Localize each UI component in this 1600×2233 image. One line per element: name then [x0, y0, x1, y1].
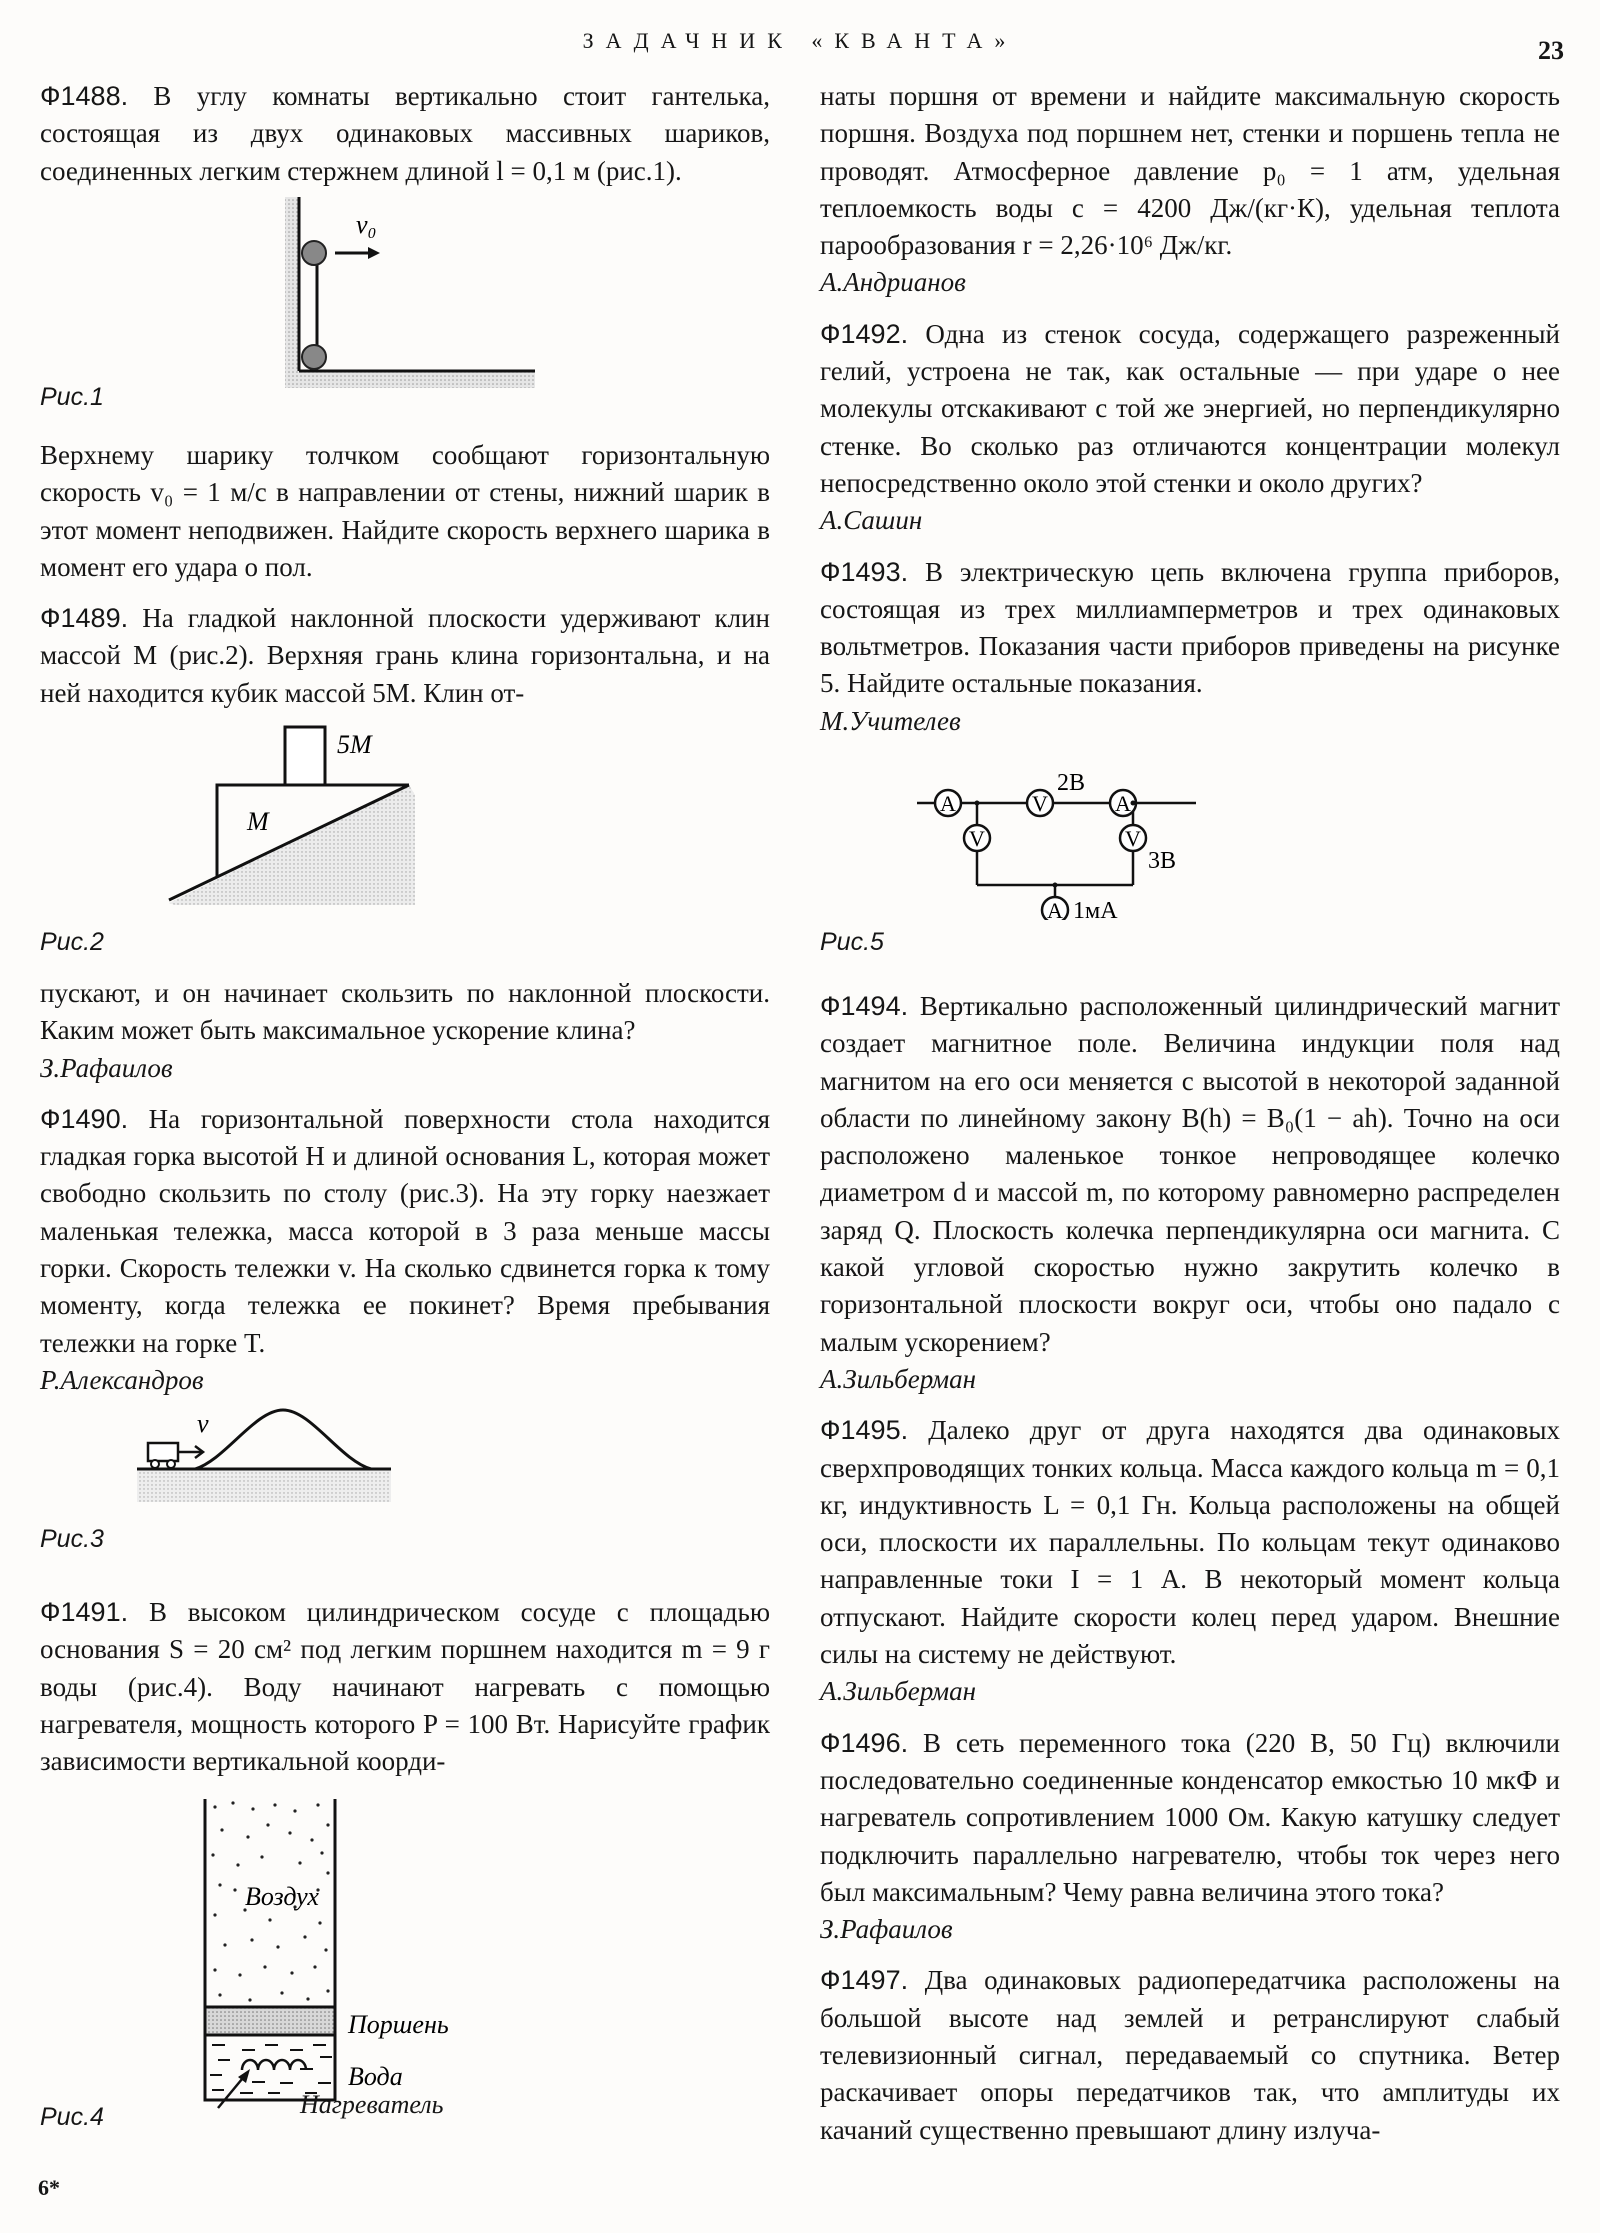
problem-text: В высоком цилиндрическом сосуде с площадью основания S = 20 см² под легким поршнем находится m = 9 г воды (рис.4). Воду начинают нагревать с помощью нагревателя, мощность которого P = 100 Вт. Нарисуйте график зависимости вертикальной коорди-: [40, 1597, 771, 1777]
heater-coil: [242, 2060, 306, 2070]
author: А.Андрианов: [820, 267, 966, 298]
label-water: Вода: [348, 2062, 403, 2091]
hill: [195, 1410, 371, 1469]
piston: [205, 2007, 335, 2035]
label-wedge-mass: M: [247, 807, 269, 836]
problem-id: Ф1492.: [820, 318, 909, 349]
author: М.Учителев: [820, 705, 961, 736]
wall-hatch: [285, 197, 299, 375]
author: З.Рафаилов: [820, 1914, 953, 1945]
problem-f1488-part2: [40, 437, 770, 712]
problem-f1491-part2: [820, 78, 1560, 740]
problem-id: Ф1495.: [820, 1415, 909, 1446]
problem-id: Ф1488.: [40, 81, 129, 111]
table-hatch: [137, 1469, 391, 1502]
svg-text:A: A: [1115, 791, 1131, 816]
problem-text: На горизонтальной поверхности стола находится гладкая горка высотой H и длиной основания L, которая может свободно скользить по столу (рис.3). На эту горку наезжает маленькая тележка, масса которой в 3 раза меньше массы горки. Скорость тележки v. На сколько сдвинется горка к тому моменту, когда тележка ее покинет? Время пребывания тележки на горке T.: [40, 1103, 771, 1358]
label-cube-mass: 5M: [337, 730, 372, 759]
author: А.Зильберман: [820, 1676, 977, 1707]
problems-f1494-f1497: [820, 988, 1560, 2149]
problem-text: наты поршня от времени и найдите максимальную скорость поршня. Воздуха под поршнем нет, стенки и поршень тепла не проводят. Атмосферное давление p₀ = 1 атм, удельная теплоемкость воды c = 4200 Дж/(кг·К), удельная теплота парообразования r = 2,26·10⁶ Дж/кг.: [820, 81, 1560, 261]
caption-fig2: Рис.2: [40, 928, 104, 956]
svg-text:A: A: [1047, 898, 1063, 920]
caption-fig3: Рис.3: [40, 1525, 104, 1553]
problem-id: Ф1494.: [820, 991, 909, 1021]
cylinder-walls: [205, 1799, 335, 2100]
figure-2-wedge: [165, 715, 435, 905]
reading-ammeter-bottom: 1мА: [1073, 898, 1118, 920]
label-air: Воздух: [245, 1882, 319, 1911]
author: А.Зильберман: [820, 1363, 977, 1394]
caption-fig5: Рис.5: [820, 928, 884, 956]
problem-f1489-part2: [40, 975, 770, 1399]
caption-fig4: Рис.4: [40, 2103, 104, 2131]
problem-text: В сеть переменного тока (220 В, 50 Гц) включили последовательно соединенные конденсатор емкостью 10 мкФ и нагреватель сопротивлением 1000 Ом. Какую катушку следует подключить параллельно нагревателю, чтобы ток через него был максимальным? Чему равна величина этого тока?: [820, 1727, 1561, 1907]
problem-f1488-part1: [40, 78, 770, 190]
author: З.Рафаилов: [40, 1052, 173, 1083]
label-piston: Поршень: [348, 2010, 449, 2039]
caption-fig1: Рис.1: [40, 383, 104, 411]
cube: [285, 727, 325, 785]
label-v0: v₀: [356, 210, 377, 239]
upper-ball: [302, 241, 326, 265]
problem-id: Ф1489.: [40, 603, 129, 634]
voltmeter-right: [1120, 825, 1146, 851]
reading-voltmeter-right: 3В: [1148, 848, 1177, 874]
problem-text: В углу комнаты вертикально стоит гантелька, состоящая из двух одинаковых массивных шариков, соединенных легким стержнем длиной l = 0,1 м (рис.1).: [40, 81, 771, 186]
label-heater: Нагреватель: [300, 2090, 444, 2119]
figure-1-dumbbell: [280, 195, 540, 390]
problem-text: Вертикально расположенный цилиндрический магнит создает магнитное поле. Величина индукции поля над магнитом на его оси меняется с высотой в некоторой заданной области по линейному закону B(h) = B₀(1 − ah). Точно на оси расположено маленькое тонкое непроводящее колечко диаметром d и массой m, по которому равномерно распределен заряд Q. Плоскость колечка перпендикулярна оси магнита. С какой угловой скоростью нужно закрутить колечко в горизонтальной плоскости вокруг оси, чтобы оно падало с малым ускорением?: [820, 991, 1560, 1357]
problem-text: На гладкой наклонной плоскости удерживают клин массой M (рис.2). Верхняя грань клина горизонтальна, и на ней находится кубик массой 5M. Клин от-: [40, 603, 770, 708]
cart: [148, 1443, 178, 1461]
svg-text:V: V: [969, 826, 985, 851]
problem-text: Два одинаковых радиопередатчика расположены на большой высоте над землей и ретранслируют слабый телевизионный сигнал, передаваемый со спутника. Ветер раскачивает опоры передатчиков так, что амплитуды их качаний существенно превышают длину излуча-: [820, 1965, 1560, 2145]
ammeter-bottom: [1042, 897, 1068, 920]
problem-id: Ф1491.: [40, 1597, 129, 1627]
ammeter-left: [935, 790, 961, 816]
svg-text:V: V: [1125, 826, 1141, 851]
voltmeter-top: [1027, 790, 1053, 816]
problem-id: Ф1490.: [40, 1103, 129, 1134]
water-marks: [210, 2045, 332, 2093]
signature-mark: 6*: [38, 2175, 60, 2200]
svg-text:A: A: [940, 791, 956, 816]
running-header: ЗАДАЧНИК «КВАНТА»: [582, 28, 1018, 53]
floor-hatch: [285, 370, 535, 388]
problem-f1491-part1: [40, 1594, 770, 1780]
lower-ball: [302, 345, 326, 369]
incline-hatch: [169, 785, 415, 905]
problem-id: Ф1497.: [820, 1965, 909, 1996]
problem-text: В электрическую цепь включена группа приборов, состоящая из трех миллиамперметров и трех одинаковых вольтметров. Показания части приборов приведены на рисунке 5. Найдите остальные показания.: [820, 556, 1561, 699]
author: А.Сашин: [820, 505, 923, 536]
reading-voltmeter-top: 2В: [1057, 770, 1086, 796]
label-v: v: [197, 1409, 209, 1438]
problem-id: Ф1493.: [820, 556, 909, 587]
figure-4-cylinder: [200, 1795, 520, 2125]
problem-text: Верхнему шарику толчком сообщают горизонтальную скорость v₀ = 1 м/с в направлении от стены, нижний шарик в этот момент неподвижен. Найдите скорость верхнего шарика в момент его удара о пол.: [40, 440, 770, 582]
page-number: 23: [1538, 36, 1564, 65]
svg-text:V: V: [1032, 791, 1048, 816]
author: Р.Александров: [40, 1364, 204, 1395]
problem-text: Одна из стенок сосуда, содержащего разреженный гелий, устроена не так, как остальные — при ударе о нее молекулы отскакивают с той же энергией, но перпендикулярно стенке. Во сколько раз отличаются концентрации молекул непосредственно около этой стенки и около других?: [820, 318, 1560, 498]
problem-id: Ф1496.: [820, 1727, 909, 1758]
voltmeter-left: [964, 825, 990, 851]
problem-text: Далеко друг от друга находятся два одинаковых сверхпроводящих тонких кольца. Масса каждого кольца m = 0,1 кг, индуктивность L = 0,1 Гн. Кольца расположены на общей оси, плоскости их параллельны. По кольцам текут одинаково направленные токи I = 1 А. В некоторый момент кольца отпускают. Найдите скорости колец перед ударом. Внешние силы на систему не действуют.: [820, 1415, 1560, 1670]
figure-5-circuit: [915, 760, 1215, 920]
problem-text: пускают, и он начинает скользить по наклонной плоскости. Каким может быть максимальное ускорение клина?: [40, 978, 770, 1046]
figure-3-hill-cart: [135, 1400, 395, 1505]
